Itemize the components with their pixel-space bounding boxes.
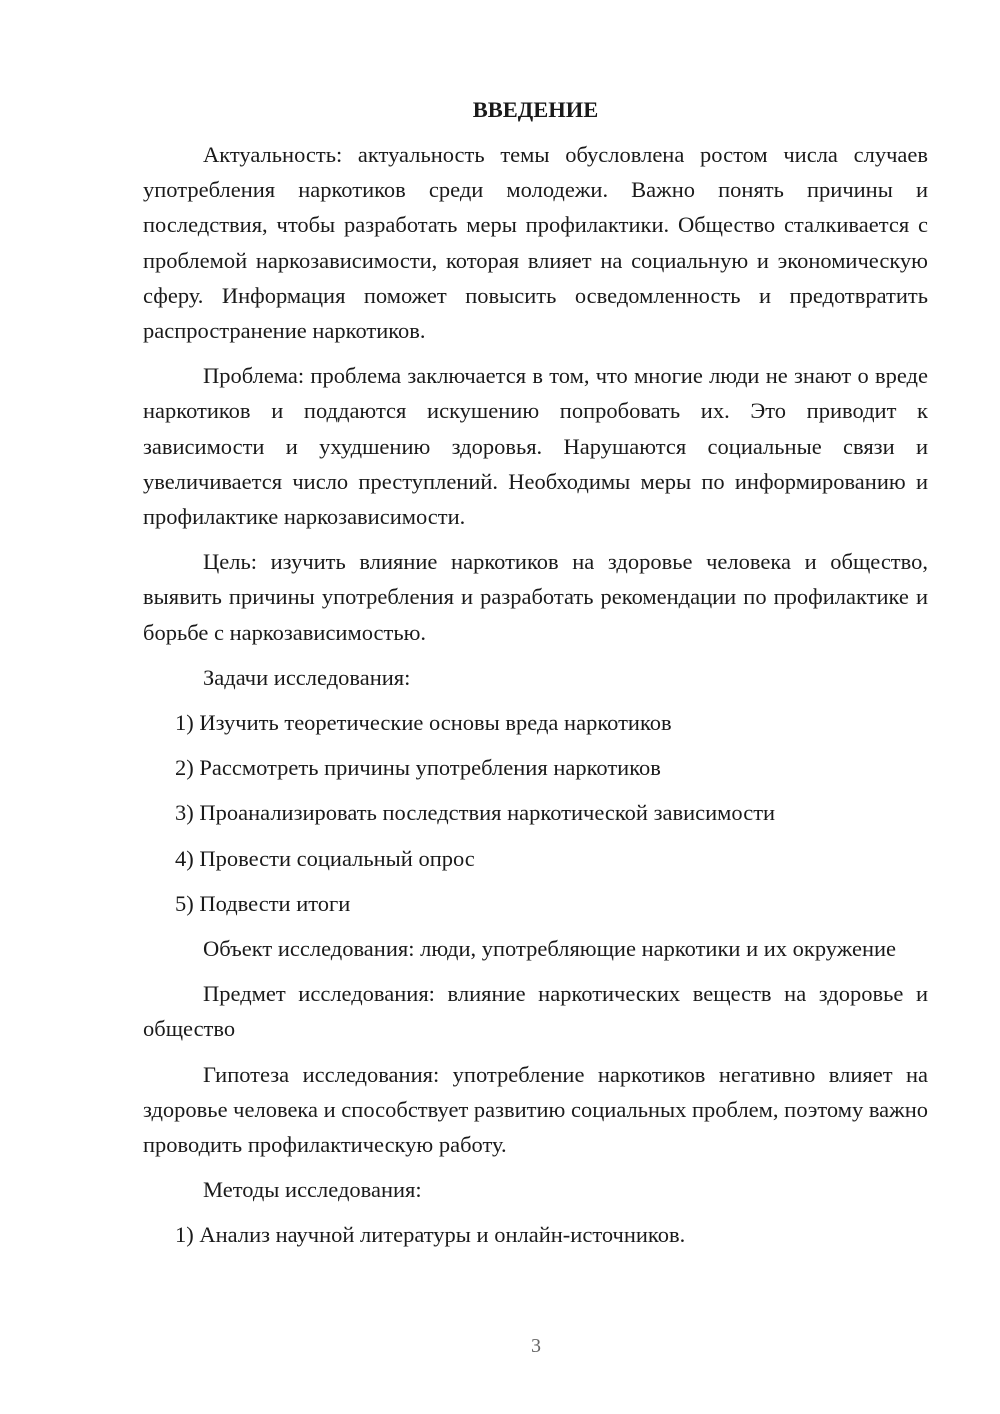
- page-content: [143, 96, 928, 1263]
- task-item: 1) Изучить теоретические основы вреда наркотиков: [175, 710, 672, 736]
- hypothesis-paragraph: Гипотеза исследования: употребление наркотиков негативно влияет на здоровье человека и способствует развитию социальных проблем, поэтому важно проводить профилактическую работу.: [143, 1061, 928, 1158]
- task-item: 3) Проанализировать последствия наркотической зависимости: [175, 800, 776, 826]
- method-item: 1) Анализ научной литературы и онлайн-источников.: [175, 1222, 686, 1248]
- methods-heading: Методы исследования:: [203, 1177, 422, 1203]
- task-item: 4) Провести социальный опрос: [175, 845, 475, 871]
- problem-paragraph: Проблема: проблема заключается в том, что многие люди не знают о вреде наркотиков и поддаются искушению попробовать их. Это приводит к зависимости и ухудшению здоровья. Нарушаются социальные связи и увеличивается число преступлений. Необходимы меры по информированию и профилактике наркозависимости.: [143, 363, 928, 530]
- page-number: 3: [531, 1335, 541, 1357]
- task-item: 5) Подвести итоги: [175, 890, 351, 916]
- subject-paragraph: Предмет исследования: влияние наркотических веществ на здоровье и общество: [143, 981, 928, 1042]
- goal-paragraph: Цель: изучить влияние наркотиков на здоровье человека и общество, выявить причины употребления и разработать рекомендации по профилактике и борьбе с наркозависимостью.: [143, 549, 928, 645]
- page-title: ВВЕДЕНИЕ: [472, 97, 599, 122]
- relevance-paragraph: Актуальность: актуальность темы обусловлена ростом числа случаев употребления наркотиков среди молодежи. Важно понять причины и последствия, чтобы разработать меры профилактики. Общество сталкивается с проблемой наркозависимости, которая влияет на социальную и экономическую сферу. Информация поможет повысить осведомленность и предотвратить распространение наркотиков.: [143, 142, 928, 344]
- tasks-heading: Задачи исследования:: [203, 664, 411, 690]
- task-item: 2) Рассмотреть причины употребления наркотиков: [175, 755, 661, 781]
- object-paragraph: Объект исследования: люди, употребляющие наркотики и их окружение: [203, 936, 897, 962]
